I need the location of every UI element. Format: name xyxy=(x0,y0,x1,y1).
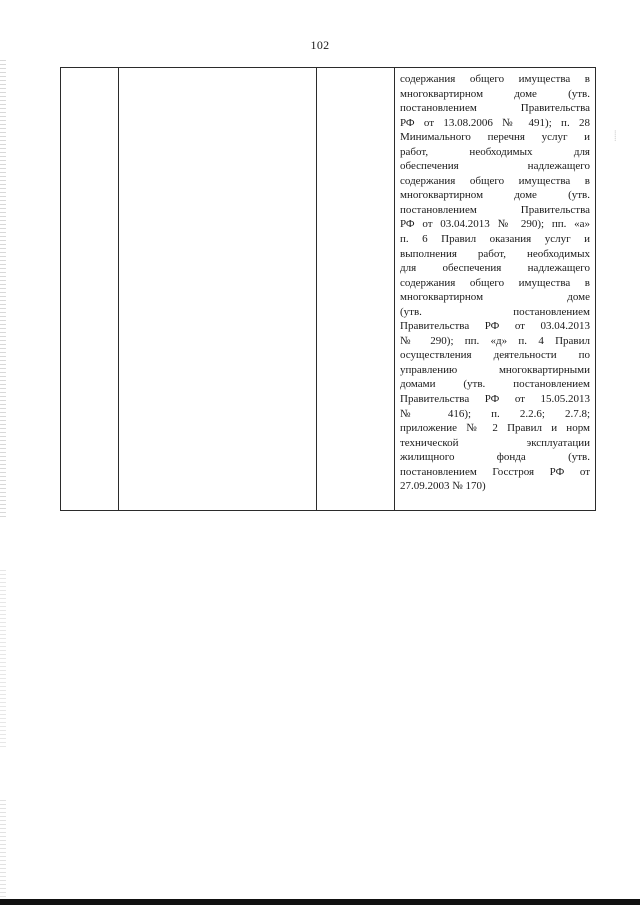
cell-text-line: постановлением Госстроя РФ от xyxy=(400,465,590,478)
cell-text-line: работ, необходимых для xyxy=(400,145,590,158)
table-column-divider-1 xyxy=(118,68,119,510)
cell-text-line: осуществления деятельности по xyxy=(400,349,590,362)
scan-edge-shadow xyxy=(0,570,6,750)
cell-text-line: обеспечения надлежащего xyxy=(400,160,590,173)
table-column-divider-3 xyxy=(394,68,395,510)
cell-text-line: технической эксплуатации xyxy=(400,436,590,449)
page-number: 102 xyxy=(310,38,330,52)
cell-text-line: выполнения работ, необходимых xyxy=(400,247,590,260)
cell-text-line: многоквартирном доме (утв. xyxy=(400,87,590,100)
cell-text-line: 27.09.2003 № 170) xyxy=(400,480,486,493)
cell-text-line: жилищного фонда (утв. xyxy=(400,451,590,464)
scan-speck: ⸽ xyxy=(614,131,617,142)
cell-text-line: РФ от 03.04.2013 № 290); пп. «а» xyxy=(400,218,590,231)
cell-text-line: № 290); пп. «д» п. 4 Правил xyxy=(400,334,590,347)
cell-text-line: Правительства РФ от 03.04.2013 xyxy=(400,320,590,333)
scan-edge-shadow xyxy=(0,60,6,520)
cell-text-line: управлению многоквартирными xyxy=(400,363,590,376)
cell-text-line: п. 6 Правил оказания услуг и xyxy=(400,233,590,246)
scan-bottom-edge xyxy=(0,899,640,905)
cell-text-line: многоквартирном доме xyxy=(400,291,590,304)
cell-text-line: Минимального перечня услуг и xyxy=(400,131,590,144)
cell-text-line: № 416); п. 2.2.6; 2.7.8; xyxy=(400,407,590,420)
cell-text-line: домами (утв. постановлением xyxy=(400,378,590,391)
legal-basis-cell xyxy=(400,72,590,494)
cell-text-line: Правительства РФ от 15.05.2013 xyxy=(400,393,590,406)
regulation-table xyxy=(60,67,596,511)
cell-text-line: многоквартирном доме (утв. xyxy=(400,189,590,202)
cell-text-line: содержания общего имущества в xyxy=(400,276,590,289)
table-column-divider-2 xyxy=(316,68,317,510)
scan-edge-shadow xyxy=(0,800,6,900)
cell-text-line: (утв. постановлением xyxy=(400,305,590,318)
cell-text-line: содержания общего имущества в xyxy=(400,73,590,85)
cell-text-line: для обеспечения надлежащего xyxy=(400,262,590,275)
cell-text-line: приложение № 2 Правил и норм xyxy=(400,422,590,435)
cell-text-line: РФ от 13.08.2006 № 491); п. 28 xyxy=(400,116,590,129)
cell-text-line: постановлением Правительства xyxy=(400,203,590,216)
cell-text-line: постановлением Правительства xyxy=(400,102,590,115)
cell-text-line: содержания общего имущества в xyxy=(400,174,590,187)
